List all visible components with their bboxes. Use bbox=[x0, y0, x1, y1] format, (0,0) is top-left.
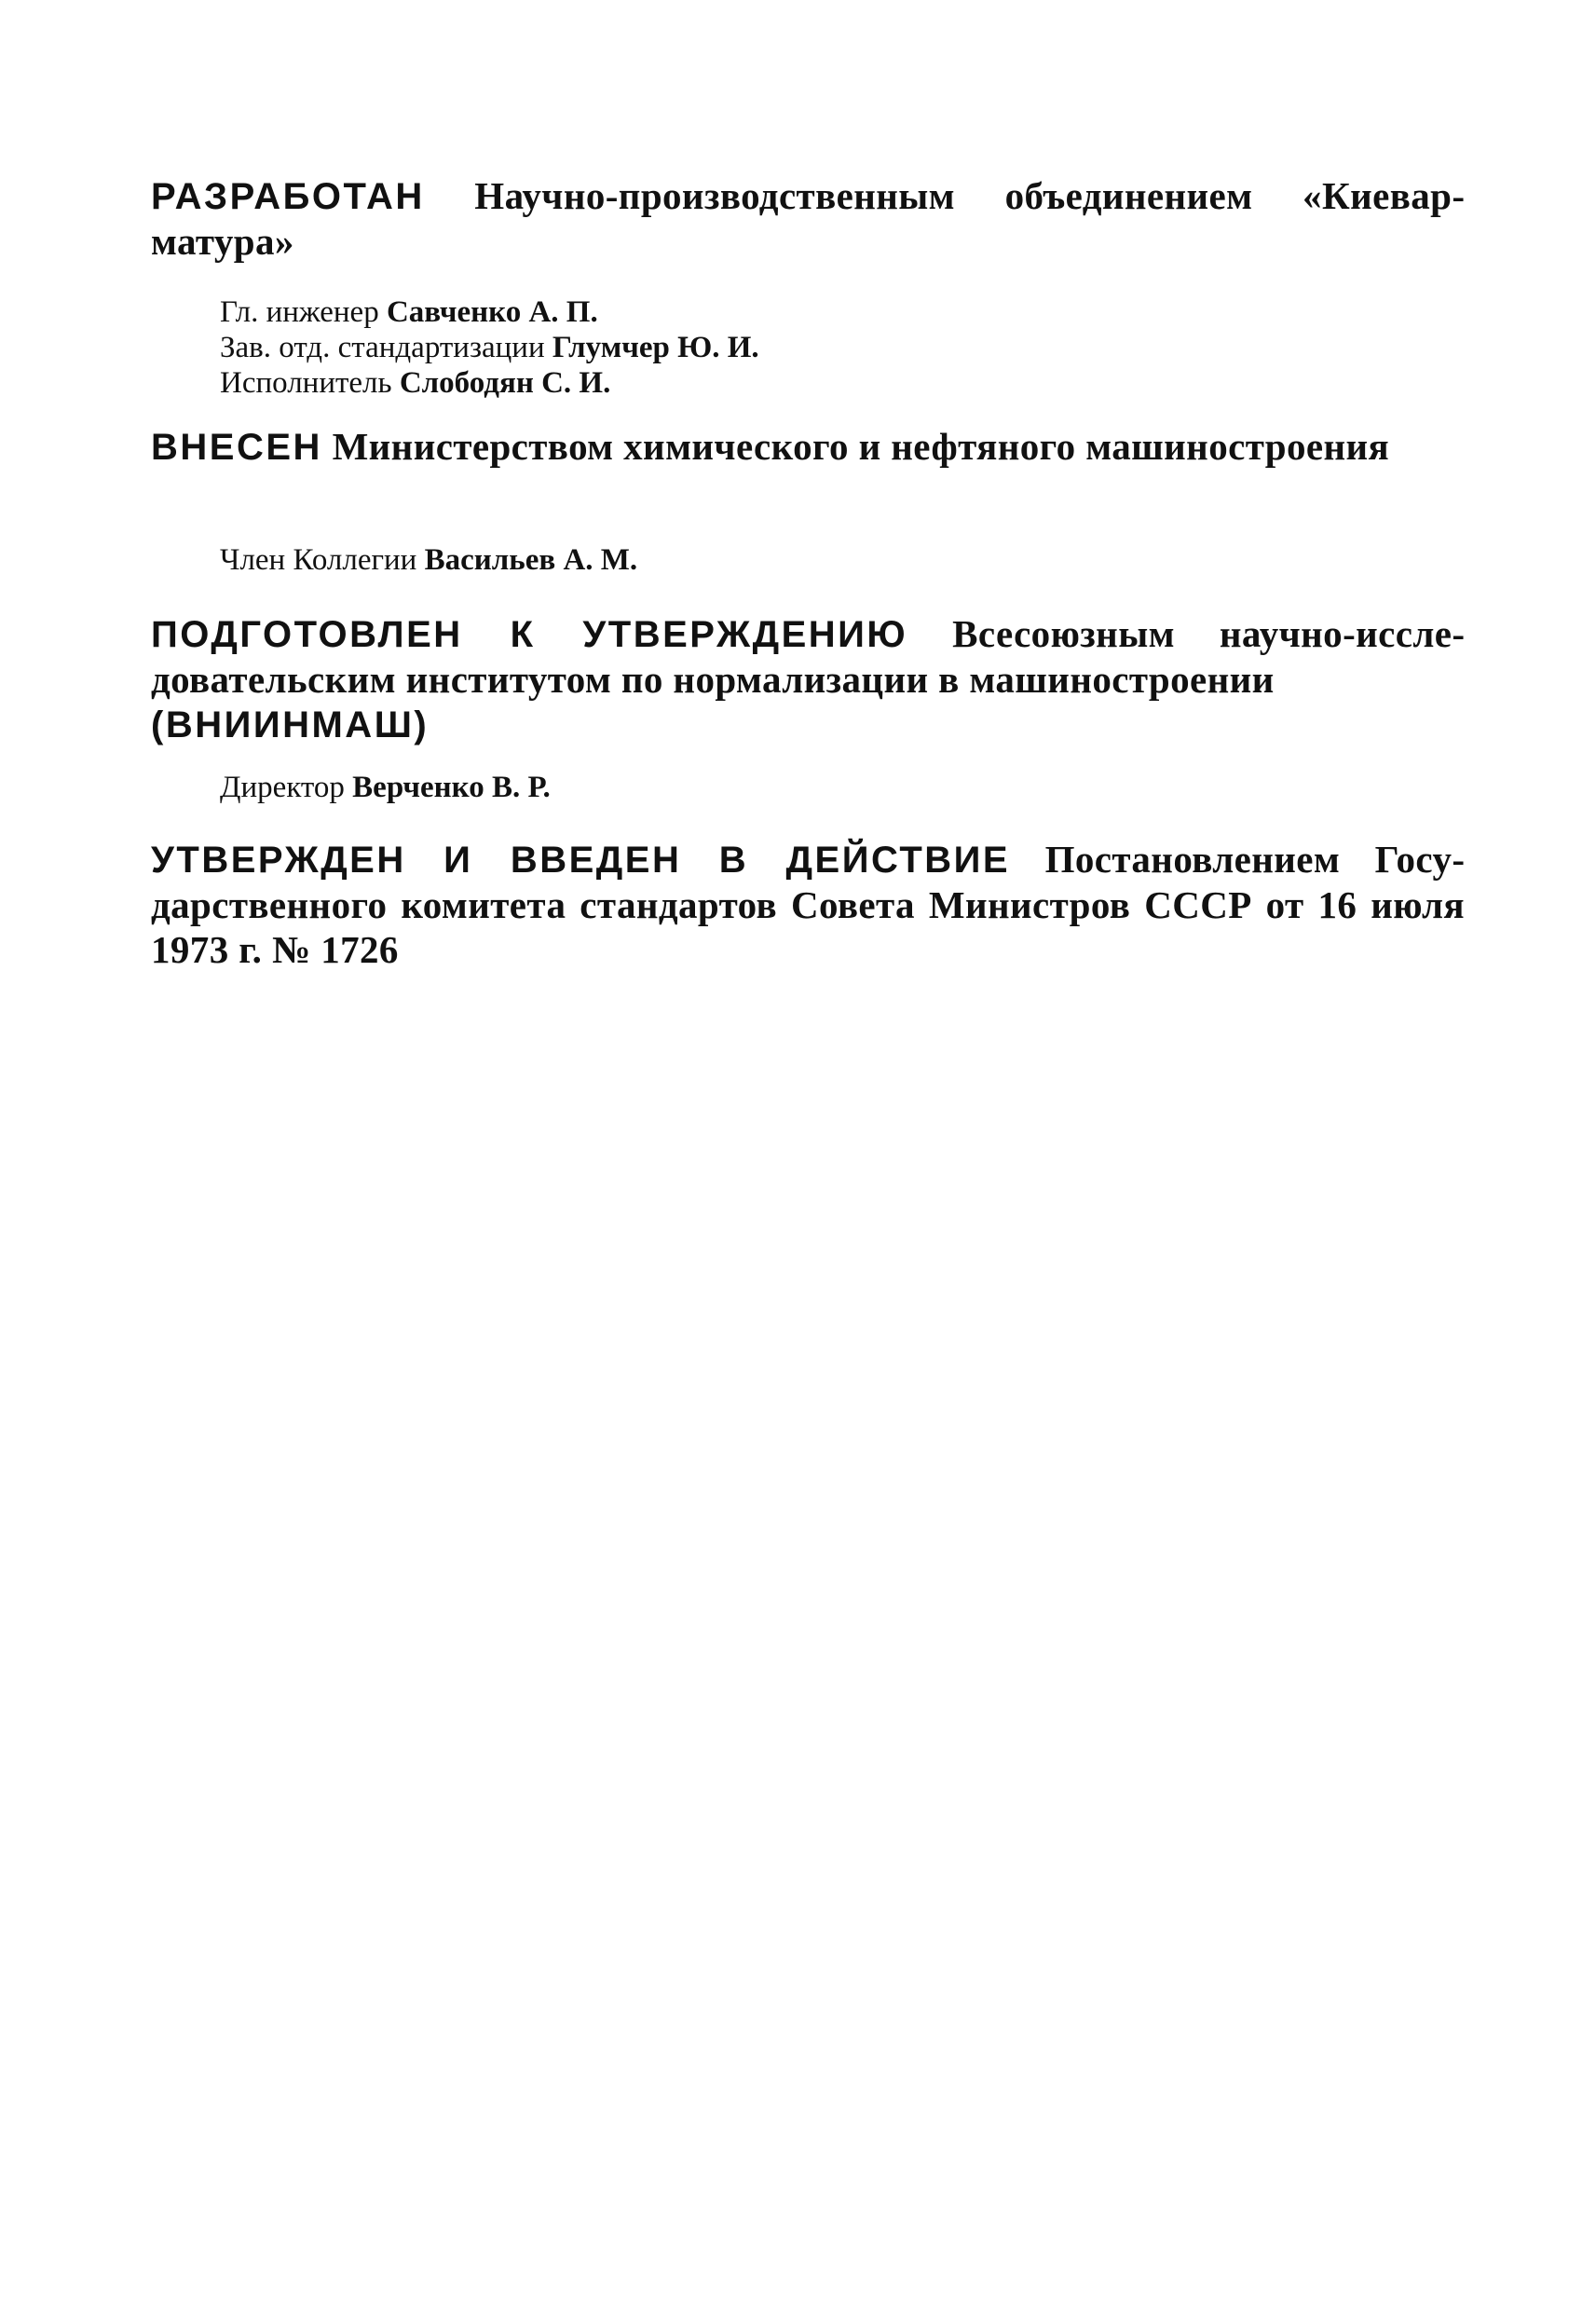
approved-heading: УТВЕРЖДЕН И ВВЕДЕН В ДЕЙСТВИЕ bbox=[151, 840, 1011, 881]
introduced-by-heading: ВНЕСЕН bbox=[151, 427, 322, 468]
person-line bbox=[220, 542, 1338, 578]
person-role: Зав. отд. стандартизации bbox=[220, 331, 545, 364]
prepared-for-approval-text: Всесоюзным научно-исследовательским институтом по нормализации в машиностроении bbox=[151, 612, 1465, 701]
person-line bbox=[220, 365, 1338, 401]
developed-by-persons bbox=[220, 294, 1338, 401]
person-line bbox=[220, 294, 1338, 330]
introduced-by-persons bbox=[220, 542, 1338, 578]
person-name: Васильев А. М. bbox=[424, 543, 638, 577]
prepared-for-approval-persons bbox=[220, 770, 1338, 805]
developed-by-text: Научно-производственным объединением «Киеварматура» bbox=[151, 174, 1465, 263]
person-role: Член Коллегии bbox=[220, 543, 417, 577]
person-name: Савченко А. П. bbox=[386, 295, 598, 329]
person-role: Гл. инженер bbox=[220, 295, 379, 329]
approved-paragraph bbox=[151, 837, 1465, 972]
prepared-for-approval-heading: ПОДГОТОВЛЕН К УТВЕРЖДЕНИЮ bbox=[151, 614, 908, 655]
person-line bbox=[220, 770, 1338, 805]
organization-abbreviation: (ВНИИНМАШ) bbox=[151, 704, 430, 745]
person-name: Слободян С. И. bbox=[399, 366, 611, 400]
person-role: Исполнитель bbox=[220, 366, 392, 400]
person-name: Глумчер Ю. И. bbox=[552, 331, 759, 364]
introduced-by-paragraph bbox=[151, 424, 1465, 470]
person-name: Верченко В. Р. bbox=[352, 771, 551, 804]
developed-by-heading: РАЗРАБОТАН bbox=[151, 176, 425, 217]
prepared-for-approval-paragraph bbox=[151, 611, 1465, 747]
approved-text: Постановлением Государственного комитета стандартов Совета Министров СССР от 16 июля 1973 г. № 1726 bbox=[151, 838, 1466, 971]
developed-by-paragraph bbox=[151, 173, 1465, 264]
person-line bbox=[220, 330, 1338, 365]
introduced-by-text: Министерством химического и нефтяного машиностроения bbox=[332, 425, 1390, 468]
person-role: Директор bbox=[220, 771, 345, 804]
